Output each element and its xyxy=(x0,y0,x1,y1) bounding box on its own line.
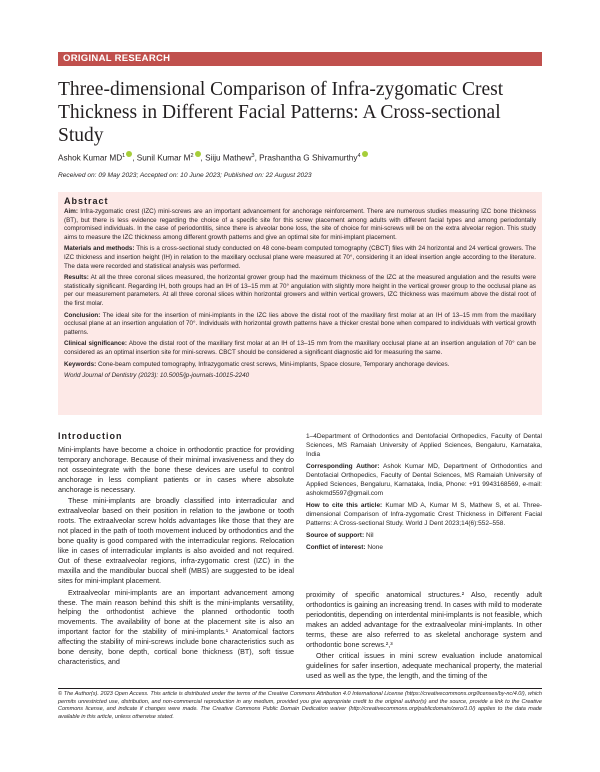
footer-divider xyxy=(58,688,542,689)
orcid-icon[interactable] xyxy=(126,151,132,157)
abstract-results: Results: At all the three coronal slices measured, the horizontal grower group had the maximum thickness of the IZC at the measured angulation and the results were statistically significant. Regarding IH, both groups had an IH of 13–15 mm at 70° angulation with slightly more height in the vertical grower group to the occlusal plane as per our measurement parameters. At all three coronal slices within horizontal growers and within vertical growers, IZC thickness was maximum above the distal root of the first molar. xyxy=(64,274,536,307)
article-info-column xyxy=(306,432,542,555)
body-paragraph: Other critical issues in mini screw evaluation include anatomical guidelines for safer insertion, adequate mechanical property, the material used as well as the type, the length, and the timing of the xyxy=(306,651,542,681)
author-name: Prashantha G Shivamurthy xyxy=(259,153,358,163)
body-paragraph: proximity of specific anatomical structures.² Also, recently adult orthodontics is gaining an increasing trend. In cases with mild to moderate periodontitis, depending on interdental mini-implants is not feasible, which makes an added advantage for the extraalveolar mini-implants. In other terms, these are also referred to as skeletal anchorage system and orthodontic bone screws.²,³ xyxy=(306,590,542,649)
abstract-conclusion: Conclusion: The ideal site for the insertion of mini-implants in the IZC lies above the distal root of the maxillary first molar at an IH of 13–15 mm from the maxillary occlusal plane at an insertion angulation of 70°. Individuals with horizontal growth patterns have a thicker crestal bone when compared to individuals with vertical growth patterns. xyxy=(64,311,536,336)
orcid-icon[interactable] xyxy=(195,151,201,157)
conflict-of-interest: Conflict of interest: None xyxy=(306,544,383,551)
corresponding-author: Corresponding Author: Ashok Kumar MD, Department of Orthodontics and Dentofacial Orthopedics, Faculty of Dental Sciences, MS Ramaiah University of Applied Sciences, Bengaluru, Karnataka, India, Phone: +91 9943168569, e-mail: ashokmd5597@gmail.com xyxy=(306,463,542,497)
introduction-column xyxy=(58,432,294,669)
introduction-heading: Introduction xyxy=(58,431,123,441)
abstract-aim: Aim: Infra-zygomatic crest (IZC) mini-screws are an important advancement for anchorage reinforcement. There are numerous studies measuring IZC bone thickness (BT), but there is less evidence regarding the choice of a specific site for this screw placement among adults with different facial types and among periodontally compromised individuals. In the case of periodontitis, since there is alveolar bone loss, the site of choice for mini-screws will be on the extra alveolar region. This study aims to measure the IZC thickness among different growth patterns and give an optimal site for mini-implant placement. xyxy=(64,208,536,241)
source-of-support: Source of support: Nil xyxy=(306,532,374,539)
abstract-keywords: Keywords: Cone-beam computed tomography, Infrazygomatic crest screws, Mini-implants, Space closure, Temporary anchorage devices. xyxy=(64,360,450,368)
how-to-cite: How to cite this article: Kumar MD A, Kumar M S, Mathew S, et al. Three-dimensional Comparison of Infra-zygomatic Crest Thickness in Different Facial Patterns: A Cross-sectional Study. World J Dent 2023;14(6):552–558. xyxy=(306,502,542,527)
publication-dates: Received on: 09 May 2023; Accepted on: 10 June 2023; Published on: 22 August 2023 xyxy=(58,172,312,179)
abstract-methods: Materials and methods: This is a cross-sectional study conducted on 48 cone-beam computed tomography (CBCT) files with 24 horizontal and 24 vertical growers. The IZC thickness and insertion height (IH) in relation to the maxillary occlusal plane were measured at 70°, considering it an ideal insertion angle according to the literature. The data were recorded and statistical analysis was performed. xyxy=(64,245,536,270)
body-right-column xyxy=(306,590,542,683)
abstract-heading: Abstract xyxy=(64,196,109,206)
author-name: Sunil Kumar M xyxy=(136,153,191,163)
abstract-citation: World Journal of Dentistry (2023): 10.5005/jp-journals-10015-2240 xyxy=(64,372,250,380)
abstract-box xyxy=(58,192,542,415)
article-type-banner: ORIGINAL RESEARCH xyxy=(58,52,542,66)
author-list: Ashok Kumar $MD^1$ , Sunil Kumar $M^2$ , Siiju Mathew$^3$, Prashantha G Shivamurthy$^4$ xyxy=(58,151,542,163)
author-name: Siiju Mathew xyxy=(205,153,252,163)
intro-paragraph: Extraalveolar mini-implants are an important advancement among these. The main reason behind this shift is the mini-implants versatility, helping the orthodontist achieve the planned orthodontic tooth movements. The availability of bone at the placement site is also an important factor for the stability of mini-implants.¹ Anatomical factors affecting the stability of mini-screws include bone characteristics such as bone density, bone depth, cortical bone thickness (BT), soft tissue characteristics, and xyxy=(58,587,294,666)
orcid-icon[interactable] xyxy=(362,151,368,157)
intro-paragraph: These mini-implants are broadly classified into interradicular and extraalveolar based on their position in relation to the jawbone or tooth roots. The extraalveolar screw holds advantages like those that they are not placed in the path of tooth movement induced by orthodontics and the bone quality is good compared with the interradicular regions. Relocation like in cases of interradicular implants is also avoided and not required. Out of these extraalveolar regions, infra-zygomatic crest (IZC) in the maxilla and the mandibular buccal shelf (MBS) are suggested to be ideal sites for mini-implant placement. xyxy=(58,496,294,585)
abstract-clinical-significance: Clinical significance: Above the distal root of the maxillary first molar at an IH of 13–15 mm from the maxillary occlusal plane at an insertion angulation of 70° can be considered as an optimal insertion site for mini-screws. CBCT should be considered a significant diagnostic aid for measuring the same. xyxy=(64,340,537,356)
article-title: Three-dimensional Comparison of Infra-zygomatic Crest Thickness in Different Facial Patterns: A Cross-sectional Study xyxy=(58,79,504,146)
license-footer: © The Author(s). 2023 Open Access. This article is distributed under the terms of the Creative Commons Attribution 4.0 International License (https://creativecommons.org/licenses/by-nc/4.0/), which permits unrestricted use, distribution, and non-commercial reproduction in any medium, provided you give appropriate credit to the original author(s) and the source, provide a link to the Creative Commons license, and indicate if changes were made. The Creative Commons Public Domain Dedication waiver (http://creativecommons.org/publicdomain/zero/1.0/) applies to the data made available in this article, unless otherwise stated. xyxy=(58,691,542,720)
author-name: Ashok Kumar MD xyxy=(58,153,123,163)
affiliation: 1–4Department of Orthodontics and Dentofacial Orthopedics, Faculty of Dental Sciences, MS Ramaiah University of Applied Sciences, Bengaluru, Karnataka, India xyxy=(306,433,542,458)
intro-paragraph: Mini-implants have become a choice in orthodontic practice for providing temporary anchorage. Because of their minimal invasiveness and they do not osseointegrate with the bone these devices are useful to control anchorage in less compliant patients or in cases where absolute anchorage is necessary. xyxy=(58,444,294,494)
